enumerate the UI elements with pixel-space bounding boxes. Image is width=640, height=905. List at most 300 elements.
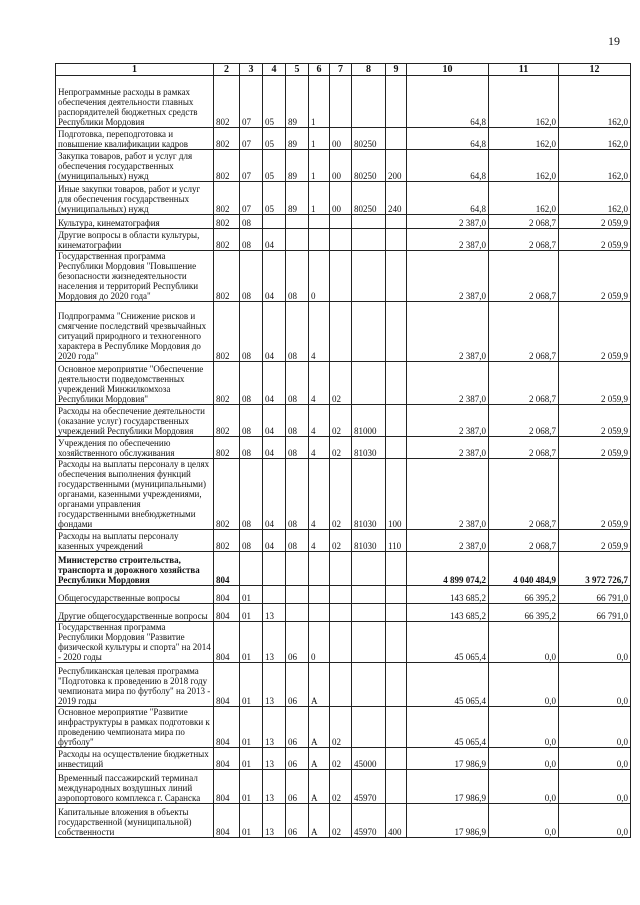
row-name-cell: Основное мероприятие "Развитие инфраструктуры в рамках подготовки к проведению чемпионата мира по футболу" [56,707,214,748]
expense-type-cell [386,622,407,663]
table-row [56,182,631,215]
amount-col11-cell: 2 068,7 [489,251,559,302]
section-code-cell: 802 [214,215,240,229]
amount-col10-cell: 2 387,0 [407,362,489,405]
expense-type-cell: 240 [386,182,407,215]
table-row [56,437,631,459]
section-code-cell: 802 [214,362,240,405]
amount-col11-cell: 0,0 [489,707,559,748]
header-cell: 8 [352,64,386,76]
section-code-cell: 804 [214,707,240,748]
section-code-cell: 802 [214,251,240,302]
header-cell: 6 [309,64,330,76]
table-row [56,128,631,150]
activity-code-cell [330,552,352,586]
program-code-cell: 06 [286,748,309,770]
subprogram-code-cell: А [309,804,330,838]
row-name-cell: Подготовка, переподготовка и повышение квалификации кадров [56,128,214,150]
chapter-code-cell: 07 [240,182,263,215]
amount-col10-cell: 17 986,9 [407,770,489,804]
chapter-code-cell: 07 [240,150,263,182]
chapter-code-cell: 01 [240,748,263,770]
target-code-cell: 81030 [352,459,386,530]
expense-type-cell [386,604,407,622]
program-code-cell: 89 [286,76,309,128]
program-code-cell: 08 [286,302,309,362]
program-code-cell: 06 [286,707,309,748]
program-code-cell: 08 [286,405,309,437]
row-name-cell: Временный пассажирский терминал международных воздушных линий аэропортового комплекса г. Саранска [56,770,214,804]
row-name-cell: Расходы на обеспечение деятельности (оказание услуг) государственных учреждений Республики Мордовия [56,405,214,437]
activity-code-cell [330,302,352,362]
target-code-cell [352,229,386,251]
subchapter-code-cell: 04 [263,362,286,405]
amount-col12-cell: 66 791,0 [559,586,631,604]
subprogram-code-cell [309,552,330,586]
activity-code-cell: 02 [330,770,352,804]
row-name-cell: Расходы на выплаты персоналу в целях обеспечения выполнения функций государственными (муниципальными) органами, казенными учреждениями, органами управления государственными внебюджетными фондами [56,459,214,530]
table-row [56,459,631,530]
row-name-cell: Закупка товаров, работ и услуг для обеспечения государственных (муниципальных) нужд [56,150,214,182]
table-row [56,748,631,770]
row-name-cell: Общегосударственные вопросы [56,586,214,604]
target-code-cell: 45000 [352,748,386,770]
chapter-code-cell: 07 [240,128,263,150]
amount-col11-cell: 2 068,7 [489,229,559,251]
subchapter-code-cell: 13 [263,622,286,663]
table-row [56,552,631,586]
section-code-cell: 802 [214,150,240,182]
row-name-cell: Другие общегосударственные вопросы [56,604,214,622]
row-name-cell: Учреждения по обеспечению хозяйственного обслуживания [56,437,214,459]
row-name-cell: Непрограммные расходы в рамках обеспечения деятельности главных распорядителей бюджетных средств Республики Мордовия [56,76,214,128]
program-code-cell [286,229,309,251]
table-row [56,405,631,437]
table-row [56,215,631,229]
table-row [56,302,631,362]
target-code-cell [352,663,386,707]
section-code-cell: 802 [214,530,240,552]
amount-col12-cell: 162,0 [559,76,631,128]
activity-code-cell: 00 [330,150,352,182]
subprogram-code-cell: 4 [309,405,330,437]
amount-col11-cell: 162,0 [489,128,559,150]
activity-code-cell: 02 [330,748,352,770]
subprogram-code-cell [309,215,330,229]
chapter-code-cell: 08 [240,215,263,229]
section-code-cell: 802 [214,302,240,362]
subprogram-code-cell: 1 [309,128,330,150]
amount-col10-cell: 45 065,4 [407,707,489,748]
activity-code-cell [330,76,352,128]
header-cell: 11 [489,64,559,76]
chapter-code-cell: 08 [240,530,263,552]
expense-type-cell: 100 [386,459,407,530]
activity-code-cell [330,229,352,251]
amount-col11-cell: 162,0 [489,182,559,215]
subprogram-code-cell: А [309,707,330,748]
program-code-cell: 08 [286,530,309,552]
table-row [56,604,631,622]
subchapter-code-cell [263,552,286,586]
amount-col12-cell: 0,0 [559,770,631,804]
amount-col11-cell: 0,0 [489,770,559,804]
activity-code-cell [330,663,352,707]
amount-col10-cell: 2 387,0 [407,530,489,552]
subchapter-code-cell: 04 [263,229,286,251]
header-cell: 7 [330,64,352,76]
amount-col11-cell: 2 068,7 [489,405,559,437]
subchapter-code-cell: 04 [263,302,286,362]
program-code-cell: 06 [286,622,309,663]
amount-col11-cell: 2 068,7 [489,362,559,405]
expense-type-cell: 110 [386,530,407,552]
section-code-cell: 804 [214,770,240,804]
section-code-cell: 804 [214,586,240,604]
table-row [56,804,631,838]
amount-col10-cell: 4 899 074,2 [407,552,489,586]
activity-code-cell: 00 [330,128,352,150]
subprogram-code-cell: 4 [309,530,330,552]
table-row [56,76,631,128]
amount-col10-cell: 2 387,0 [407,215,489,229]
expense-type-cell [386,552,407,586]
target-code-cell: 80250 [352,150,386,182]
amount-col12-cell: 2 059,9 [559,459,631,530]
subchapter-code-cell: 05 [263,182,286,215]
section-code-cell: 804 [214,552,240,586]
section-code-cell: 802 [214,405,240,437]
chapter-code-cell: 08 [240,459,263,530]
subprogram-code-cell: 0 [309,622,330,663]
row-name-cell: Расходы на выплаты персоналу казенных учреждений [56,530,214,552]
target-code-cell: 81000 [352,405,386,437]
page-number: 19 [608,34,620,48]
subchapter-code-cell: 13 [263,804,286,838]
subprogram-code-cell: А [309,748,330,770]
amount-col10-cell: 2 387,0 [407,302,489,362]
target-code-cell: 80250 [352,128,386,150]
amount-col11-cell: 2 068,7 [489,302,559,362]
program-code-cell: 08 [286,362,309,405]
subprogram-code-cell: 0 [309,251,330,302]
expense-type-cell: 400 [386,804,407,838]
chapter-code-cell [240,552,263,586]
expense-type-cell [386,229,407,251]
subchapter-code-cell: 05 [263,76,286,128]
header-cell: 4 [263,64,286,76]
target-code-cell [352,302,386,362]
amount-col11-cell: 162,0 [489,150,559,182]
target-code-cell [352,586,386,604]
subprogram-code-cell: А [309,770,330,804]
chapter-code-cell: 08 [240,362,263,405]
amount-col12-cell: 2 059,9 [559,437,631,459]
amount-col11-cell: 2 068,7 [489,530,559,552]
amount-col12-cell: 2 059,9 [559,251,631,302]
row-name-cell: Другие вопросы в области культуры, кинематографии [56,229,214,251]
target-code-cell: 80250 [352,182,386,215]
section-code-cell: 802 [214,76,240,128]
program-code-cell: 06 [286,804,309,838]
activity-code-cell [330,251,352,302]
chapter-code-cell: 08 [240,229,263,251]
header-cell: 1 [56,64,214,76]
target-code-cell [352,251,386,302]
target-code-cell [352,552,386,586]
amount-col11-cell: 2 068,7 [489,459,559,530]
amount-col12-cell: 162,0 [559,182,631,215]
amount-col12-cell: 0,0 [559,748,631,770]
subchapter-code-cell: 05 [263,150,286,182]
table-row [56,663,631,707]
row-name-cell: Подпрограмма "Снижение рисков и смягчение последствий чрезвычайных ситуаций природного и техногенного характера в Республике Мордовия до 2020 года" [56,302,214,362]
expense-type-cell [386,215,407,229]
budget-table [55,63,631,838]
expense-type-cell [386,302,407,362]
expense-type-cell [386,362,407,405]
amount-col11-cell: 66 395,2 [489,604,559,622]
amount-col10-cell: 143 685,2 [407,586,489,604]
activity-code-cell: 02 [330,459,352,530]
section-code-cell: 804 [214,604,240,622]
table-row [56,622,631,663]
amount-col12-cell: 66 791,0 [559,604,631,622]
target-code-cell: 45970 [352,804,386,838]
program-code-cell [286,552,309,586]
activity-code-cell [330,586,352,604]
table-row [56,770,631,804]
subchapter-code-cell: 13 [263,663,286,707]
amount-col11-cell: 0,0 [489,748,559,770]
chapter-code-cell: 01 [240,604,263,622]
activity-code-cell: 02 [330,405,352,437]
activity-code-cell: 02 [330,530,352,552]
amount-col10-cell: 64,8 [407,76,489,128]
table-row [56,362,631,405]
section-code-cell: 802 [214,437,240,459]
program-code-cell: 89 [286,128,309,150]
subchapter-code-cell [263,586,286,604]
header-cell: 5 [286,64,309,76]
subchapter-code-cell: 13 [263,707,286,748]
expense-type-cell [386,437,407,459]
chapter-code-cell: 08 [240,405,263,437]
chapter-code-cell: 08 [240,302,263,362]
amount-col12-cell: 2 059,9 [559,362,631,405]
amount-col10-cell: 2 387,0 [407,405,489,437]
expense-type-cell [386,707,407,748]
header-cell: 10 [407,64,489,76]
subprogram-code-cell [309,586,330,604]
program-code-cell: 08 [286,459,309,530]
amount-col12-cell: 2 059,9 [559,229,631,251]
target-code-cell [352,707,386,748]
amount-col10-cell: 2 387,0 [407,459,489,530]
amount-col10-cell: 64,8 [407,182,489,215]
amount-col11-cell: 2 068,7 [489,437,559,459]
target-code-cell: 81030 [352,437,386,459]
table-row [56,150,631,182]
amount-col10-cell: 45 065,4 [407,622,489,663]
amount-col10-cell: 17 986,9 [407,804,489,838]
subchapter-code-cell [263,215,286,229]
activity-code-cell: 02 [330,362,352,405]
program-code-cell: 89 [286,182,309,215]
section-code-cell: 804 [214,622,240,663]
header-cell: 12 [559,64,631,76]
row-name-cell: Капитальные вложения в объекты государственной (муниципальной) собственности [56,804,214,838]
expense-type-cell [386,586,407,604]
chapter-code-cell: 07 [240,76,263,128]
activity-code-cell [330,215,352,229]
chapter-code-cell: 01 [240,622,263,663]
table-row [56,229,631,251]
amount-col11-cell: 2 068,7 [489,215,559,229]
row-name-cell: Иные закупки товаров, работ и услуг для обеспечения государственных (муниципальных) нужд [56,182,214,215]
expense-type-cell [386,76,407,128]
subchapter-code-cell: 05 [263,128,286,150]
activity-code-cell: 00 [330,182,352,215]
section-code-cell: 804 [214,663,240,707]
table-row [56,251,631,302]
subprogram-code-cell: 1 [309,182,330,215]
program-code-cell: 08 [286,251,309,302]
program-code-cell [286,604,309,622]
subchapter-code-cell: 04 [263,530,286,552]
amount-col10-cell: 45 065,4 [407,663,489,707]
activity-code-cell: 02 [330,707,352,748]
program-code-cell: 06 [286,770,309,804]
section-code-cell: 804 [214,748,240,770]
amount-col10-cell: 2 387,0 [407,251,489,302]
amount-col12-cell: 2 059,9 [559,215,631,229]
amount-col12-cell: 2 059,9 [559,405,631,437]
subchapter-code-cell: 04 [263,437,286,459]
target-code-cell: 81030 [352,530,386,552]
chapter-code-cell: 01 [240,804,263,838]
amount-col10-cell: 143 685,2 [407,604,489,622]
amount-col11-cell: 162,0 [489,76,559,128]
section-code-cell: 802 [214,229,240,251]
subprogram-code-cell: 4 [309,459,330,530]
target-code-cell [352,76,386,128]
target-code-cell [352,604,386,622]
expense-type-cell [386,128,407,150]
expense-type-cell [386,405,407,437]
amount-col12-cell: 162,0 [559,128,631,150]
header-cell: 3 [240,64,263,76]
subprogram-code-cell: 4 [309,362,330,405]
amount-col10-cell: 2 387,0 [407,229,489,251]
subchapter-code-cell: 13 [263,770,286,804]
amount-col11-cell: 0,0 [489,622,559,663]
section-code-cell: 804 [214,804,240,838]
amount-col12-cell: 0,0 [559,804,631,838]
subchapter-code-cell: 13 [263,604,286,622]
amount-col12-cell: 0,0 [559,622,631,663]
subchapter-code-cell: 04 [263,405,286,437]
amount-col10-cell: 64,8 [407,150,489,182]
subprogram-code-cell: 4 [309,437,330,459]
program-code-cell [286,215,309,229]
target-code-cell [352,362,386,405]
program-code-cell: 08 [286,437,309,459]
table-row [56,586,631,604]
program-code-cell: 89 [286,150,309,182]
program-code-cell: 06 [286,663,309,707]
activity-code-cell: 02 [330,437,352,459]
section-code-cell: 802 [214,459,240,530]
row-name-cell: Расходы на осуществление бюджетных инвестиций [56,748,214,770]
table-body [56,76,631,838]
amount-col11-cell: 66 395,2 [489,586,559,604]
chapter-code-cell: 01 [240,663,263,707]
subprogram-code-cell: 4 [309,302,330,362]
target-code-cell [352,622,386,663]
section-code-cell: 802 [214,182,240,215]
chapter-code-cell: 01 [240,586,263,604]
subprogram-code-cell: 1 [309,150,330,182]
subprogram-code-cell [309,229,330,251]
chapter-code-cell: 08 [240,251,263,302]
activity-code-cell [330,604,352,622]
header-row [56,64,631,76]
program-code-cell [286,586,309,604]
amount-col10-cell: 17 986,9 [407,748,489,770]
chapter-code-cell: 01 [240,707,263,748]
amount-col12-cell: 2 059,9 [559,302,631,362]
subchapter-code-cell: 04 [263,459,286,530]
amount-col10-cell: 2 387,0 [407,437,489,459]
table-row [56,530,631,552]
amount-col11-cell: 0,0 [489,663,559,707]
section-code-cell: 802 [214,128,240,150]
row-name-cell: Основное мероприятие "Обеспечение деятельности подведомственных учреждений Минжилкомхоза Республики Мордовия" [56,362,214,405]
activity-code-cell [330,622,352,663]
expense-type-cell: 200 [386,150,407,182]
row-name-cell: Культура, кинематография [56,215,214,229]
header-cell: 9 [386,64,407,76]
target-code-cell: 45970 [352,770,386,804]
chapter-code-cell: 08 [240,437,263,459]
amount-col10-cell: 64,8 [407,128,489,150]
expense-type-cell [386,748,407,770]
subprogram-code-cell: 1 [309,76,330,128]
expense-type-cell [386,251,407,302]
header-cell: 2 [214,64,240,76]
chapter-code-cell: 01 [240,770,263,804]
amount-col11-cell: 0,0 [489,804,559,838]
activity-code-cell: 02 [330,804,352,838]
expense-type-cell [386,770,407,804]
amount-col12-cell: 0,0 [559,707,631,748]
row-name-cell: Государственная программа Республики Мордовия "Развитие физической культуры и спорта" на 2014 - 2020 годы [56,622,214,663]
amount-col12-cell: 3 972 726,7 [559,552,631,586]
amount-col11-cell: 4 040 484,9 [489,552,559,586]
subprogram-code-cell [309,604,330,622]
target-code-cell [352,215,386,229]
row-name-cell: Государственная программа Республики Мордовия "Повышение безопасности жизнедеятельности населения и территорий Республики Мордовия до 2020 года" [56,251,214,302]
subchapter-code-cell: 13 [263,748,286,770]
row-name-cell: Министерство строительства, транспорта и дорожного хозяйства Республики Мордовия [56,552,214,586]
amount-col12-cell: 0,0 [559,663,631,707]
expense-type-cell [386,663,407,707]
table-row [56,707,631,748]
amount-col12-cell: 162,0 [559,150,631,182]
subprogram-code-cell: А [309,663,330,707]
subchapter-code-cell: 04 [263,251,286,302]
